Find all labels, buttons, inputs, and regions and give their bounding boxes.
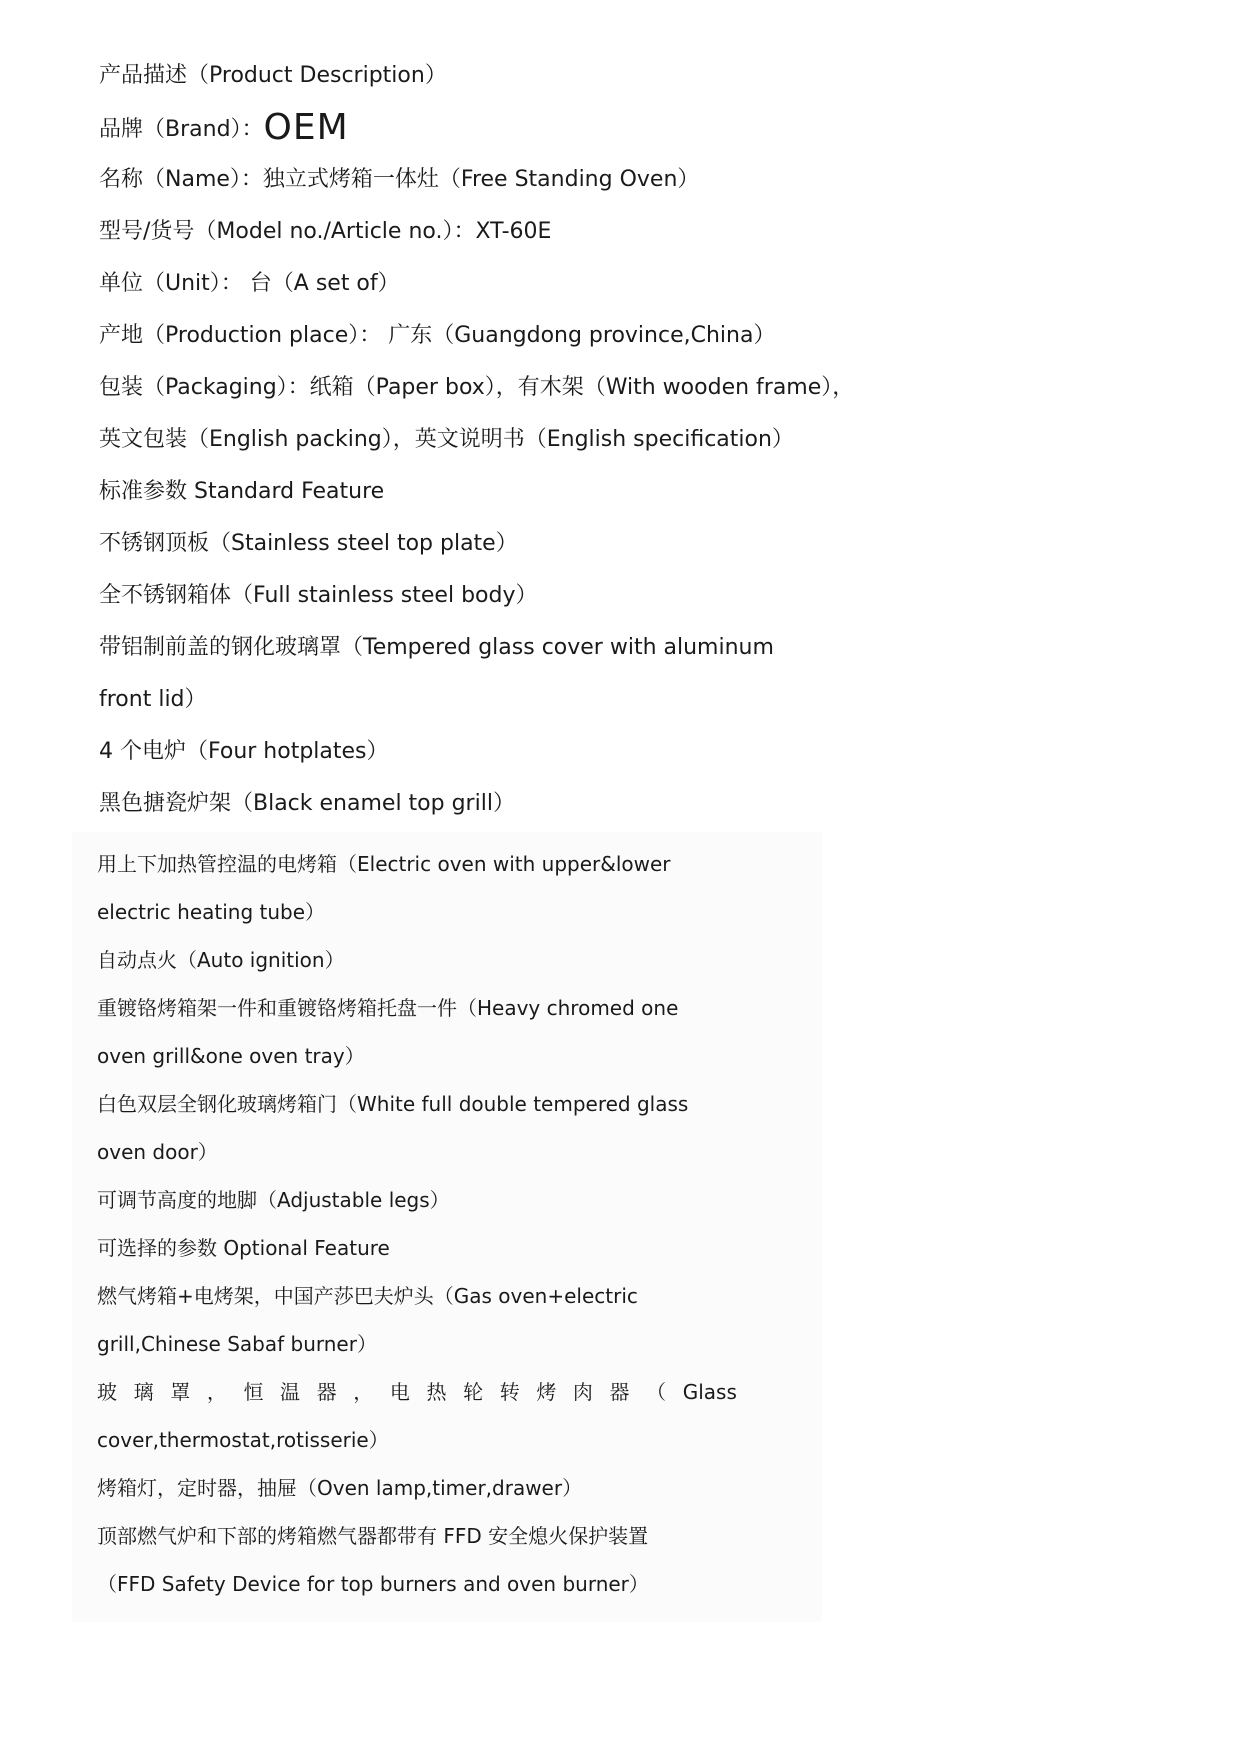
glass-row-token: ，	[353, 1380, 374, 1404]
optional-feature-heading: 可选择的参数 Optional Feature	[97, 1236, 390, 1260]
glass-row-token: 肉	[572, 1380, 593, 1404]
legs-line: 可调节高度的地脚（Adjustable legs）	[97, 1188, 450, 1212]
chromed-line-2: oven grill&one oven tray）	[97, 1044, 365, 1068]
oven-door-line-2: oven door）	[97, 1140, 218, 1164]
glass-row-token: 璃	[133, 1380, 154, 1404]
glass-cover-line-2: front lid）	[99, 687, 207, 712]
glass-row-token: 罩	[170, 1380, 191, 1404]
glass-thermostat-line-1	[97, 1376, 737, 1424]
ffd-line-2: （FFD Safety Device for top burners and oven burner）	[97, 1572, 649, 1596]
gas-oven-line-1: 燃气烤箱+电烤架，中国产莎巴夫炉头（Gas oven+electric	[97, 1284, 638, 1308]
hotplates-line: 4 个电炉（Four hotplates）	[99, 739, 389, 764]
top-plate-line: 不锈钢顶板（Stainless steel top plate）	[99, 531, 518, 556]
auto-ignition-line: 自动点火（Auto ignition）	[97, 948, 345, 972]
glass-row-token: 温	[280, 1380, 301, 1404]
electric-oven-line-1: 用上下加热管控温的电烤箱（Electric oven with upper&lower	[97, 852, 671, 876]
name-line: 名称（Name）：独立式烤箱一体灶（Free Standing Oven）	[99, 167, 700, 192]
glass-thermostat-line-2: cover,thermostat,rotisserie）	[97, 1428, 389, 1452]
brand-value: OEM	[263, 107, 349, 148]
glass-row-token: 器	[316, 1380, 337, 1404]
chromed-line-1: 重镀铬烤箱架一件和重镀铬烤箱托盘一件（Heavy chromed one	[97, 996, 679, 1020]
glass-row-token: （	[646, 1380, 667, 1404]
packaging-line-1: 包装（Packaging）：纸箱（Paper box），有木架（With wooden frame），	[99, 375, 855, 400]
brand-label: 品牌（Brand）：	[99, 117, 264, 142]
glass-row-token: 玻	[97, 1380, 117, 1404]
electric-oven-line-2: electric heating tube）	[97, 900, 326, 924]
product-description-heading: 产品描述（Product Description）	[99, 63, 447, 88]
oven-lamp-line: 烤箱灯，定时器，抽屉（Oven lamp,timer,drawer）	[97, 1476, 583, 1500]
glass-cover-line-1: 带铝制前盖的钢化玻璃罩（Tempered glass cover with aluminum	[99, 635, 774, 660]
model-line: 型号/货号（Model no./Article no.）：XT-60E	[99, 219, 552, 244]
oven-door-line-1: 白色双层全钢化玻璃烤箱门（White full double tempered glass	[97, 1092, 689, 1116]
gas-oven-line-2: grill,Chinese Sabaf burner）	[97, 1332, 377, 1356]
unit-line: 单位（Unit）： 台（A set of）	[99, 271, 400, 296]
top-grill-line: 黑色搪瓷炉架（Black enamel top grill）	[99, 791, 515, 816]
glass-row-token: 器	[609, 1380, 630, 1404]
features-section	[97, 848, 737, 1616]
brand-line	[99, 107, 819, 162]
glass-row-token: 转	[499, 1380, 520, 1404]
packaging-line-2: 英文包装（English packing），英文说明书（English specification）	[99, 427, 794, 452]
ffd-line-1: 顶部燃气炉和下部的烤箱燃气器都带有 FFD 安全熄火保护装置	[97, 1524, 649, 1548]
glass-row-token: 烤	[536, 1380, 557, 1404]
glass-row-token: 恒	[243, 1380, 264, 1404]
glass-row-token: 电	[389, 1380, 410, 1404]
glass-row-token: 轮	[463, 1380, 484, 1404]
glass-row-token: Glass	[682, 1380, 737, 1404]
glass-row-token: ，	[206, 1380, 227, 1404]
origin-line: 产地（Production place）： 广东（Guangdong province,China）	[99, 323, 776, 348]
body-line: 全不锈钢箱体（Full stainless steel body）	[99, 583, 538, 608]
product-info-section	[99, 58, 855, 838]
standard-feature-heading: 标准参数 Standard Feature	[99, 479, 385, 504]
glass-row-token: 热	[426, 1380, 447, 1404]
